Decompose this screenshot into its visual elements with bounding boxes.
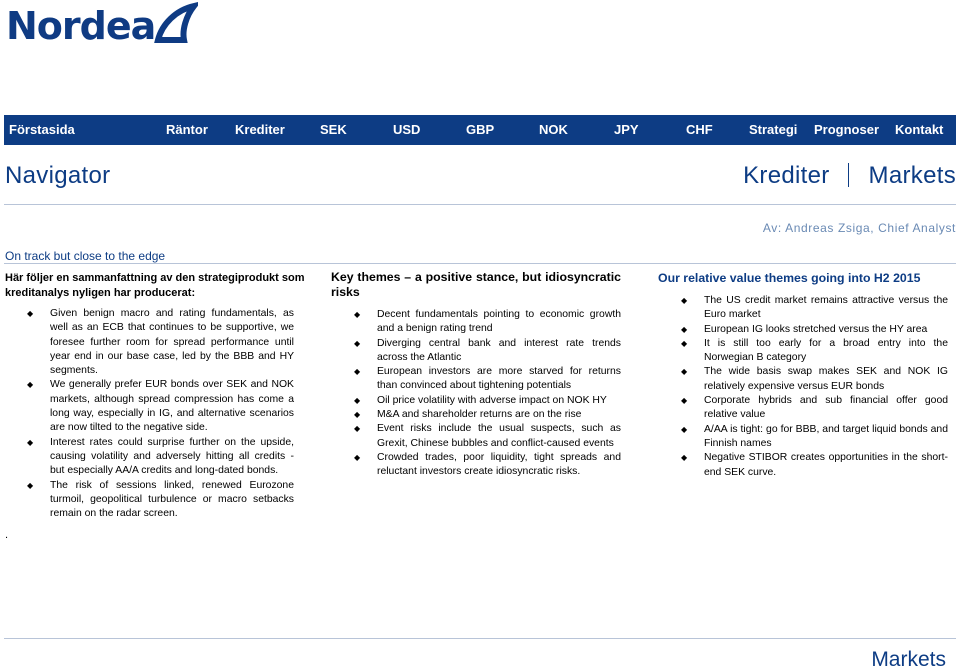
list-item: ◆ Corporate hybrids and sub financial offer good relative value xyxy=(681,395,948,421)
list-item: ◆ Interest rates could surprise further on the upside, causing volatility and adversely hitting all credits - but especially AA/A credits and long-dated bonds. xyxy=(27,436,294,477)
page-title: Navigator xyxy=(5,162,111,189)
key-themes-column xyxy=(354,308,621,480)
bullet-icon: ◆ xyxy=(354,410,361,420)
bullet-icon: ◆ xyxy=(681,453,688,463)
list-item: ◆ Negative STIBOR creates opportunities in the short-end SEK curve. xyxy=(681,452,948,478)
logo-sail-icon xyxy=(152,2,198,46)
bullet-icon: ◆ xyxy=(681,396,688,406)
stray-period: . xyxy=(5,529,9,541)
nav-item-nok[interactable]: NOK xyxy=(539,122,568,137)
list-item: ◆ The wide basis swap makes SEK and NOK IG relatively expensive versus EUR bonds xyxy=(681,366,948,392)
bullet-icon: ◆ xyxy=(354,395,361,405)
bullet-icon: ◆ xyxy=(27,380,34,390)
nav-item-jpy[interactable]: JPY xyxy=(614,122,639,137)
list-item: ◆ Crowded trades, poor liquidity, tight spreads and reluctant investors create idiosyncratic risks. xyxy=(354,451,621,478)
bullet-icon: ◆ xyxy=(27,437,34,447)
relative-value-title: Our relative value themes going into H2 2015 xyxy=(658,271,921,285)
nav-item-forstasida[interactable]: Förstasida xyxy=(9,122,75,137)
list-item: ◆ Decent fundamentals pointing to economic growth and a benign rating trend xyxy=(354,309,621,335)
key-themes-list xyxy=(354,308,621,480)
main-navigation xyxy=(4,115,956,145)
nav-item-krediter[interactable]: Krediter xyxy=(235,122,285,137)
nav-item-sek[interactable]: SEK xyxy=(320,122,347,137)
section-heading xyxy=(743,161,956,191)
list-item: ◆ European investors are more starved for returns than convinced about tightening potentials xyxy=(354,366,621,392)
list-item: ◆ European IG looks stretched versus the HY area xyxy=(704,323,948,337)
list-item: ◆ Oil price volatility with adverse impact on NOK HY xyxy=(377,394,621,408)
list-item: ◆ We generally prefer EUR bonds over SEK and NOK markets, although spread compression has come a long way, especially in IG, and alternative scenarios are now tilted to the negative side. xyxy=(27,379,294,434)
bullet-icon: ◆ xyxy=(27,480,34,490)
bullet-icon: ◆ xyxy=(354,367,361,377)
bullet-icon: ◆ xyxy=(354,424,361,434)
division-name: Markets xyxy=(868,162,956,189)
list-item: ◆ The US credit market remains attractive versus the Euro market xyxy=(681,295,948,321)
section-divider xyxy=(848,163,849,187)
section-name: Krediter xyxy=(743,162,830,189)
bullet-icon: ◆ xyxy=(354,452,361,462)
bullet-icon: ◆ xyxy=(681,296,688,305)
bullet-icon: ◆ xyxy=(681,338,688,348)
nav-item-rantor[interactable]: Räntor xyxy=(166,122,208,137)
headline: On track but close to the edge xyxy=(5,249,166,263)
nav-item-gbp[interactable]: GBP xyxy=(466,122,495,137)
bullet-icon: ◆ xyxy=(681,424,688,434)
intro-text: Här följer en sammanfattning av den strategiprodukt som kreditanalys nyligen har producerat: xyxy=(5,272,305,299)
relative-value-column xyxy=(681,294,948,480)
relative-value-list xyxy=(681,294,948,480)
footer-divider xyxy=(4,638,956,639)
key-themes-title: Key themes – a positive stance, but idiosyncratic risks xyxy=(331,270,621,299)
author-byline: Av: Andreas Zsiga, Chief Analyst xyxy=(762,221,956,235)
bullet-icon: ◆ xyxy=(354,338,361,348)
list-item: ◆ Event risks include the usual suspects, such as Grexit, Chinese bubbles and conflict-caused events xyxy=(354,423,621,449)
header-divider xyxy=(4,204,956,205)
list-item: ◆ M&A and shareholder returns are on the rise xyxy=(377,408,621,422)
summary-column xyxy=(27,307,294,521)
bullet-icon: ◆ xyxy=(354,310,361,319)
bullet-icon: ◆ xyxy=(27,309,34,318)
bullet-icon: ◆ xyxy=(681,324,688,334)
list-item: ◆ It is still too early for a broad entry into the Norwegian B category xyxy=(681,337,948,364)
nav-item-kontakt[interactable]: Kontakt xyxy=(895,122,944,137)
list-item: ◆ Given benign macro and rating fundamentals, as well as an ECB that continues to be supportive, we foresee further room for spread performance until year end in our base case, led by the BBB and HY segments. xyxy=(27,308,294,377)
nav-item-usd[interactable]: USD xyxy=(393,122,421,137)
list-item: ◆ A/AA is tight: go for BBB, and target liquid bonds and Finnish names xyxy=(681,423,948,449)
list-item: ◆ The risk of sessions linked, renewed Eurozone turmoil, geopolitical turbulence or macro setbacks remain on the radar screen. xyxy=(27,479,294,520)
summary-list xyxy=(27,307,294,521)
nav-item-chf[interactable]: CHF xyxy=(686,122,713,137)
logo-wordmark: Nordea xyxy=(6,4,156,48)
list-item: ◆ Diverging central bank and interest rate trends across the Atlantic xyxy=(354,337,621,363)
footer-brand: Markets xyxy=(871,648,946,671)
headline-divider xyxy=(4,263,956,264)
nav-item-prognoser[interactable]: Prognoser xyxy=(814,122,880,137)
nav-item-strategi[interactable]: Strategi xyxy=(749,122,798,137)
nordea-logo[interactable] xyxy=(6,4,196,48)
bullet-icon: ◆ xyxy=(681,367,688,377)
